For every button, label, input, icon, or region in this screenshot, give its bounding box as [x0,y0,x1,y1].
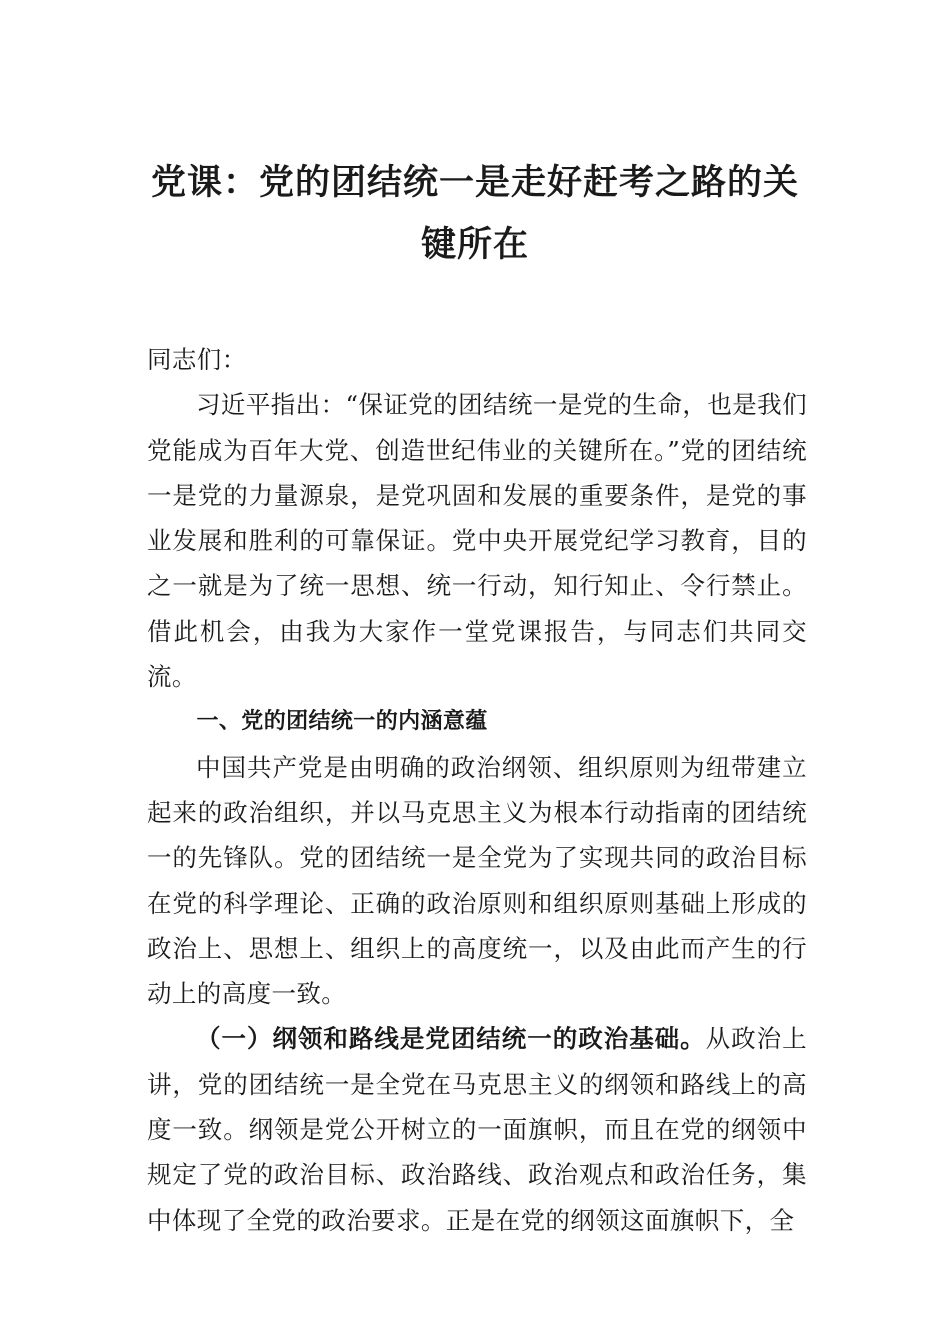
section-1-paragraph: 中国共产党是由明确的政治纲领、组织原则为纽带建立起来的政治组织，并以马克思主义为根本行动指南的团结统一的先锋队。党的团结统一是全党为了实现共同的政治目标在党的科学理论、正确的政治原则和组织原则基础上形成的政治上、思想上、组织上的高度统一，以及由此而产生的行动上的高度一致。 [147,752,807,1009]
section-1-heading: 一、党的团结统一的内涵意蕴 [196,709,488,735]
document-body [147,337,807,1243]
subsection-1-paragraph [147,1016,807,1242]
intro-paragraph: 习近平指出：“保证党的团结统一是党的生命，也是我们党能成为百年大党、创造世纪伟业的关键所在。”党的团结统一是党的力量源泉，是党巩固和发展的重要条件，是党的事业发展和胜利的可靠保证。党中央开展党纪学习教育，目的之一就是为了统一思想、统一行动，知行知止、令行禁止。借此机会，由我为大家作一堂党课报告，与同志们共同交流。 [147,390,807,692]
document-title: 党课：党的团结统一是走好赶考之路的关键所在 [150,162,799,265]
subsection-1-heading: （一）纲领和路线是党团结统一的政治基础。 [196,1024,706,1054]
salutation: 同志们： [147,345,247,374]
subsection-1-body: 从政治上讲，党的团结统一是全党在马克思主义的纲领和路线上的高度一致。纲领是党公开树立的一面旗帜，而且在党的纲领中规定了党的政治目标、政治路线、政治观点和政治任务，集中体现了全党的政治要求。正是在党的纲领这面旗帜下，全 [147,1024,808,1235]
